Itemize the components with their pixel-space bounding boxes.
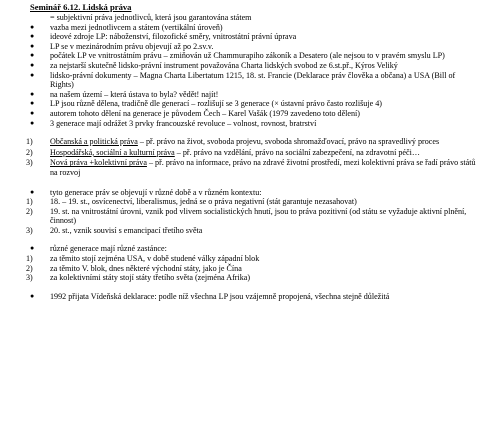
- generation-heading: Nová práva +kolektivní práva: [50, 158, 147, 168]
- item-number: 1): [26, 197, 33, 207]
- context-bullet-item: [12, 188, 491, 198]
- item-number: 3): [26, 273, 33, 283]
- definition-line: = subjektivní práva jednotlivců, která jsou garantována státem: [50, 13, 252, 22]
- bullet-item: [12, 32, 491, 42]
- bullet-text: za nejstarší skutečně lidsko-právní instrument považována Charta lidských svobod ze 6.st.př., Kýros Veliký: [50, 60, 398, 70]
- generation-description: – př. právo na vzdělání, právo na sociální zabezpečení, na zdravotní péči…: [174, 147, 420, 157]
- final-bullet-text: 1992 přijata Vídeňská deklarace: podle níž všechna LP jsou vzájemně propojená, všechna stejně důležitá: [50, 291, 390, 301]
- bullet-dot-icon: ●: [30, 41, 35, 50]
- bullet-dot-icon: ●: [30, 32, 35, 41]
- numbered-item: [12, 264, 491, 274]
- numbered-item: [12, 254, 491, 264]
- generation-description: – př. právo na informace, právo na zdravé životní prostředí, mezi kolektivní práva se řadí právo států na rozvoj: [50, 158, 476, 177]
- bullet-dot-icon: ●: [30, 22, 35, 31]
- numbered-item: [12, 197, 491, 207]
- bullet-dot-icon: ●: [30, 244, 35, 253]
- item-text: za těmito V. blok, dnes některé východní státy, jako je Čína: [50, 263, 242, 273]
- numbered-item: [12, 273, 491, 283]
- bullet-item: [12, 51, 491, 61]
- advocates-bullet-item: [12, 244, 491, 254]
- context-list: [12, 197, 491, 235]
- bullet-item: [12, 61, 491, 71]
- generations-list: [12, 137, 491, 177]
- bullet-item: [12, 109, 491, 119]
- generation-number: 1): [26, 137, 33, 147]
- bullet-dot-icon: ●: [30, 187, 35, 196]
- bullet-text: LP se v mezinárodním právu objevují až po 2.sv.v.: [50, 41, 214, 51]
- generation-item: [12, 148, 491, 158]
- bullet-item: [12, 90, 491, 100]
- advocates-list: [12, 254, 491, 283]
- generation-heading: Občanská a politická práva: [50, 137, 138, 147]
- bullet-text: autorem tohoto dělení na generace je původem Čech – Karel Vašák (1979 zavedeno toto dělení): [50, 108, 360, 118]
- bullet-text: ideové zdroje LP: náboženství, filozofické směry, vnitrostátní právní úprava: [50, 32, 297, 42]
- bullet-item: [12, 99, 491, 109]
- item-text: 20. st., vznik souvisí s emancipací třetího světa: [50, 225, 203, 235]
- bullet-dot-icon: ●: [30, 70, 35, 79]
- generation-item: [12, 137, 491, 147]
- item-text: za těmito stojí zejména USA, v době studené války západní blok: [50, 254, 260, 264]
- item-number: 2): [26, 263, 33, 273]
- bullet-text: vazba mezi jednotlivcem a státem (vertikální úroveň): [50, 22, 223, 32]
- generation-number: 3): [26, 158, 33, 168]
- item-number: 3): [26, 225, 33, 235]
- context-bullet-text: tyto generace práv se objevují v různé době a v různém kontextu:: [50, 187, 262, 197]
- bullet-dot-icon: ●: [30, 89, 35, 98]
- bullet-item: [12, 119, 491, 129]
- bullet-dot-icon: ●: [30, 118, 35, 127]
- generation-heading: Hospodářská, sociální a kulturní práva: [50, 147, 175, 157]
- item-number: 2): [26, 206, 33, 216]
- bullet-item: [12, 71, 491, 90]
- bullet-dot-icon: ●: [30, 108, 35, 117]
- final-bullet-item: [12, 292, 491, 302]
- bullet-item: [12, 23, 491, 33]
- numbered-item: [12, 207, 491, 226]
- bullet-list-intro: [12, 23, 491, 129]
- bullet-text: 3 generace mají odrážet 3 prvky francouzské revoluce – volnost, rovnost, bratrství: [50, 118, 317, 128]
- generation-description: – př. právo na život, svoboda projevu, svoboda shromažďovací, právo na spravedlivý proces: [137, 137, 440, 147]
- numbered-item: [12, 226, 491, 236]
- generation-item: [12, 158, 491, 177]
- item-text: za kolektivními státy stojí státy třetího světa (zejména Afrika): [50, 273, 251, 283]
- bullet-text: na našem území – která ústava to byla? vědět! najít!: [50, 89, 219, 99]
- bullet-dot-icon: ●: [30, 291, 35, 300]
- item-text: 18. – 19. st., osvícenectví, liberalismus, jedná se o práva negativní (stát garantuje nezasahovat): [50, 197, 357, 207]
- generation-number: 2): [26, 147, 33, 157]
- bullet-dot-icon: ●: [30, 60, 35, 69]
- item-number: 1): [26, 254, 33, 264]
- page-title: Seminář 6.12. Lidská práva: [30, 2, 132, 12]
- bullet-dot-icon: ●: [30, 99, 35, 108]
- bullet-text: počátek LP ve vnitrostátním právu – zmiňován už Chammurapiho zákoník a Desatero (ale nejsou to v pravém smyslu LP): [50, 51, 445, 61]
- bullet-dot-icon: ●: [30, 51, 35, 60]
- bullet-text: lidsko-právní dokumenty – Magna Charta Libertatum 1215, 18. st. Francie (Deklarace práv člověka a občana) a USA (Bill of Rights): [50, 70, 456, 90]
- advocates-bullet-text: různé generace mají různé zastánce:: [50, 244, 167, 254]
- bullet-text: LP jsou různě dělena, tradičně dle generací – rozlišují se 3 generace (× ústavní právo často rozlišuje 4): [50, 99, 382, 109]
- item-text: 19. st. na vnitrostátní úrovni, vznik pod vlivem socialistických hnutí, jsou to práva pozitivní (od státu se vyžaduje aktivní plnění, činnost): [50, 206, 467, 226]
- bullet-item: [12, 42, 491, 52]
